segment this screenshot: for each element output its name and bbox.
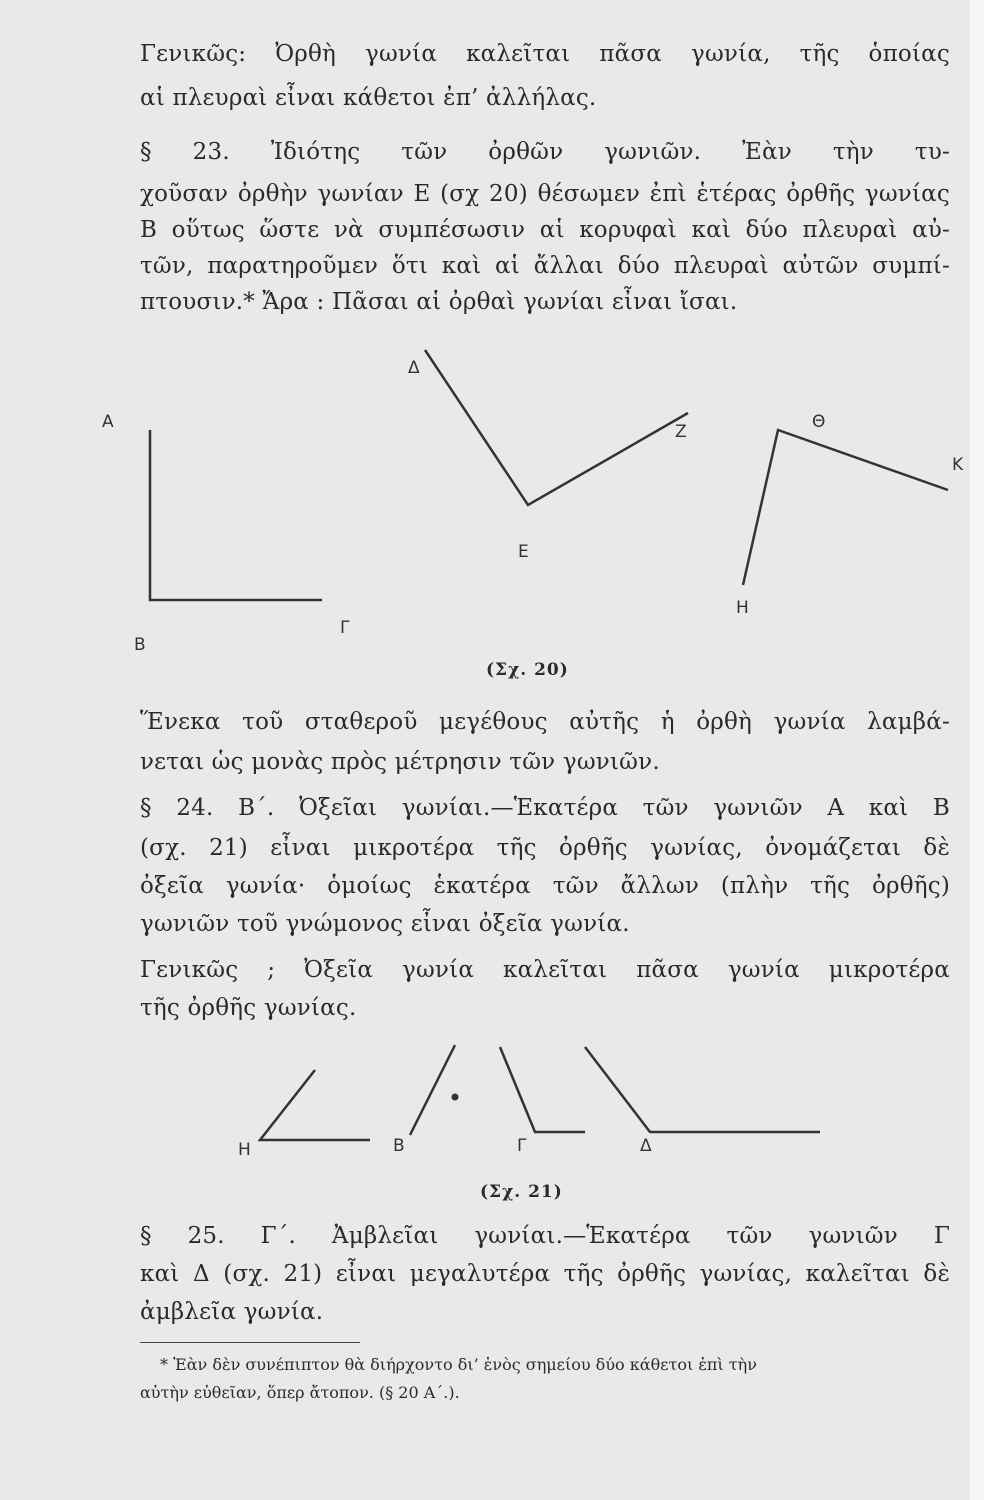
label-K: K (952, 455, 964, 475)
text-line: τῆς ὀρθῆς γωνίας. (140, 995, 357, 1021)
text-line: Ἕνεκα τοῦ σταθεροῦ μεγέθους αὐτῆς ἡ ὀρθὴ γωνία λαμβά- (140, 709, 950, 735)
label-A: A (102, 412, 114, 432)
label-H: H (238, 1140, 251, 1160)
text-line: Γενικῶς ; Ὀξεῖα γωνία καλεῖται πᾶσα γωνία μικροτέρα (140, 957, 950, 983)
text-line: (σχ. 21) εἶναι μικροτέρα τῆς ὀρθῆς γωνίας, ὀνομάζεται δὲ (140, 835, 950, 861)
section-heading-23: § 23. Ἰδιότης τῶν ὀρθῶν γωνιῶν. Ἐὰν τὴν τυ- (140, 139, 950, 165)
label-E: E (518, 542, 529, 562)
text-line: τῶν, παρατηροῦμεν ὅτι καὶ αἱ ἄλλαι δύο πλευραὶ αὐτῶν συμπί- (140, 253, 950, 279)
acute-angle-A (260, 1070, 370, 1140)
label-B: B (393, 1136, 405, 1156)
text-line: γωνιῶν τοῦ γνώμονος εἶναι ὀξεῖα γωνία. (140, 911, 630, 937)
label-H: H (736, 598, 749, 618)
label-G: Γ (340, 618, 350, 638)
text-line: καὶ Δ (σχ. 21) εἶναι μεγαλυτέρα τῆς ὀρθῆς γωνίας, καλεῖται δὲ (140, 1261, 950, 1287)
footnote-line: αὐτὴν εὐθεῖαν, ὅπερ ἄτοπον. (§ 20 Α΄.). (140, 1383, 460, 1402)
vertex-dot (452, 1094, 459, 1101)
figure-21 (230, 1035, 950, 1165)
figure-21-caption: (Σχ. 21) (480, 1182, 563, 1202)
text-line: αἱ πλευραὶ εἶναι κάθετοι ἐπ’ ἀλλήλας. (140, 85, 597, 111)
label-Z: Z (675, 422, 687, 442)
right-angle-B (150, 430, 322, 600)
text-line: πτουσιν.* Ἄρα : Πᾶσαι αἱ ὀρθαὶ γωνίαι εἶναι ἴσαι. (140, 289, 738, 315)
label-D: Δ (408, 358, 420, 378)
obtuse-angle-G (500, 1047, 585, 1132)
text-line: ἀμβλεῖα γωνία. (140, 1299, 324, 1325)
text-line: νεται ὡς μονὰς πρὸς μέτρησιν τῶν γωνιῶν. (140, 749, 660, 775)
right-angle-E (425, 350, 688, 505)
label-G: Γ (517, 1136, 527, 1156)
text-line: Γενικῶς: Ὀρθὴ γωνία καλεῖται πᾶσα γωνία, τῆς ὁποίας (140, 41, 950, 67)
footnote-line: * Ἐὰν δὲν συνέπιπτον θὰ διήρχοντο δι’ ἑνὸς σημείου δύο κάθετοι ἐπὶ τὴν (160, 1355, 757, 1374)
footnote-rule (140, 1342, 360, 1343)
figure-20-caption: (Σχ. 20) (486, 660, 569, 680)
acute-angle-B (410, 1045, 455, 1135)
label-B: B (134, 635, 146, 655)
obtuse-angle-D (585, 1047, 820, 1132)
figure-20 (90, 345, 970, 655)
section-heading-25: § 25. Γ΄. Ἀμβλεῖαι γωνίαι.—Ἑκατέρα τῶν γωνιῶν Γ (140, 1223, 950, 1249)
label-D: Δ (640, 1136, 652, 1156)
text-line: Β οὕτως ὥστε νὰ συμπέσωσιν αἱ κορυφαὶ καὶ δύο πλευραὶ αὐ- (140, 217, 950, 243)
section-heading-24: § 24. Β΄. Ὀξεῖαι γωνίαι.—Ἑκατέρα τῶν γωνιῶν Α καὶ Β (140, 795, 950, 821)
text-line: χοῦσαν ὀρθὴν γωνίαν Ε (σχ 20) θέσωμεν ἐπὶ ἑτέρας ὀρθῆς γωνίας (140, 181, 950, 207)
right-angle-H (743, 430, 948, 585)
label-Theta: Θ (812, 412, 826, 432)
text-line: ὀξεῖα γωνία· ὁμοίως ἑκατέρα τῶν ἄλλων (πλὴν τῆς ὀρθῆς) (140, 873, 950, 899)
